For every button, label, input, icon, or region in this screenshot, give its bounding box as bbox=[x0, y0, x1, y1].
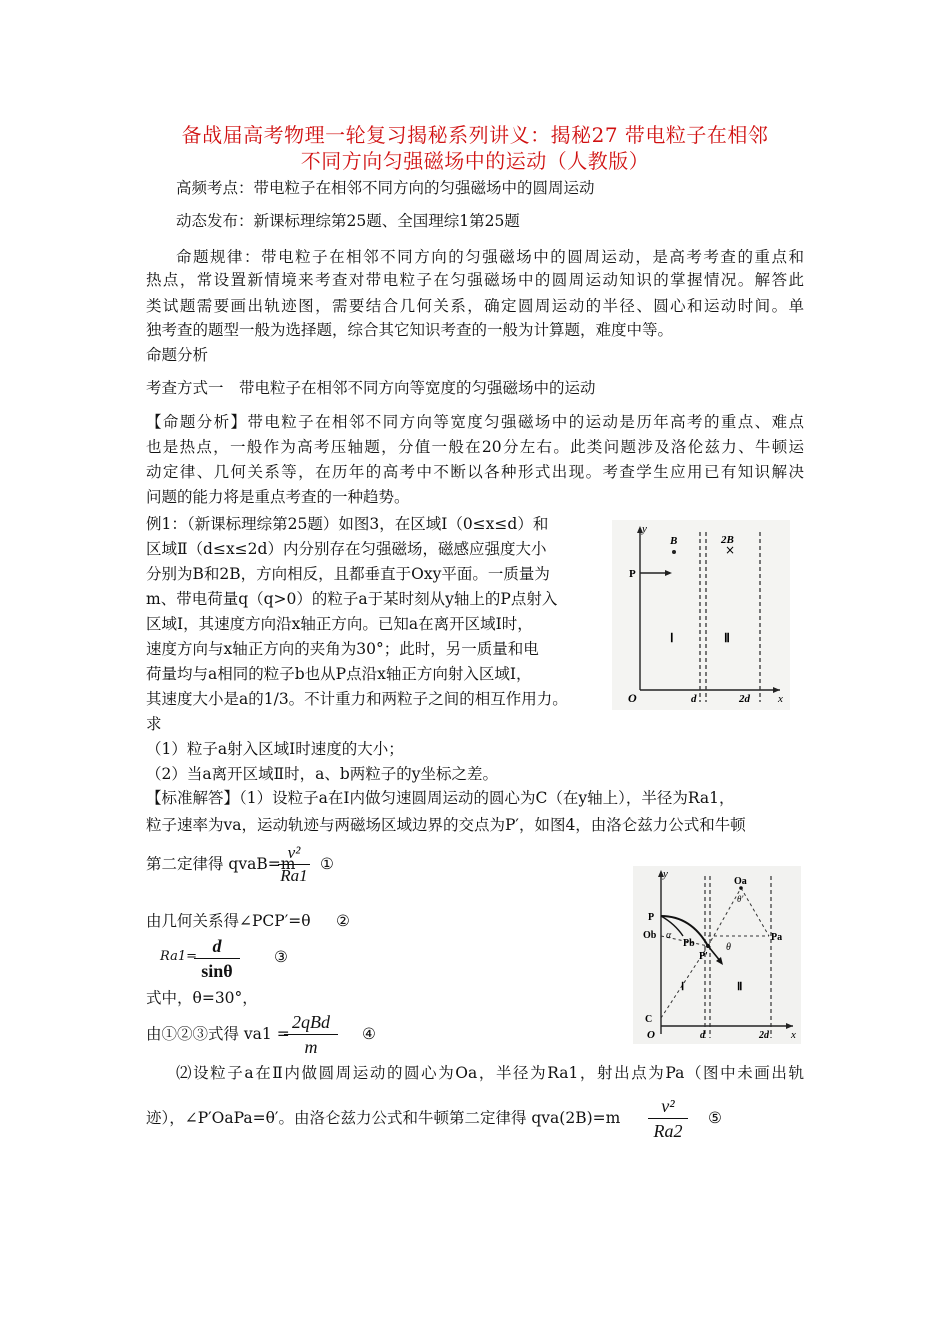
example-line-3: 分别为B和2B，方向相反，且都垂直于Oxy平面。一质量为 bbox=[146, 565, 550, 583]
rule-line-2: 热点，常设置新情境来考查对带电粒子在匀强磁场中的圆周运动知识的掌握情况。解答此 bbox=[146, 271, 804, 289]
rule-line-1: 命题规律：带电粒子在相邻不同方向的匀强磁场中的圆周运动，是高考考查的重点和 bbox=[176, 248, 804, 266]
figure-4-x-label: x bbox=[791, 1029, 796, 1041]
equation-3-numerator: d bbox=[212, 936, 222, 956]
equation-4-numerator: 2qBd bbox=[292, 1012, 330, 1032]
equation-3-mark: ③ bbox=[274, 948, 288, 966]
equation-4-prefix: 由①②③式得 va1 = bbox=[146, 1025, 290, 1043]
figure-4-pa-label: Pa bbox=[771, 932, 783, 943]
example-line-6: 速度方向与x轴正方向的夹角为30°；此时，另一质量和电 bbox=[146, 640, 539, 658]
equation-2: 由几何关系得∠PCP′=θ bbox=[146, 912, 311, 930]
equation-4-fraction bbox=[284, 1010, 338, 1059]
figure-4-oa-label: Oa bbox=[734, 876, 747, 887]
equation-5-denominator: Ra2 bbox=[653, 1121, 683, 1141]
analysis-line-1: 【命题分析】带电粒子在相邻不同方向等宽度匀强磁场中的运动是历年高考的重点、难点 bbox=[146, 413, 804, 431]
figure-3-region-1: Ⅰ bbox=[670, 631, 674, 645]
equation-2-mark: ② bbox=[336, 912, 350, 930]
figure-4-theta-prime: θ' bbox=[737, 894, 744, 904]
figure-4-c-label: C bbox=[645, 1014, 653, 1025]
equation-3-fraction bbox=[194, 934, 240, 983]
analysis-line-4: 问题的能力将是重点考查的一种趋势。 bbox=[146, 488, 410, 506]
rule-line-3: 类试题需要画出轨迹图，需要结合几何关系，确定圆周运动的半径、圆心和运动时间。单 bbox=[146, 297, 804, 315]
figure-4-y-label: y bbox=[663, 868, 668, 880]
answer-line-2: 粒子速率为va，运动轨迹与两磁场区域边界的交点为P′，如图4，由洛仑兹力公式和牛顿 bbox=[146, 816, 746, 834]
figure-3-region-2: Ⅱ bbox=[724, 631, 730, 645]
equation-5-fraction bbox=[648, 1094, 688, 1143]
example-line-1: 例1：（新课标理综第25题）如图3，在区域Ⅰ（0≤x≤d）和 bbox=[146, 515, 549, 533]
example-line-9: 求 bbox=[146, 715, 162, 733]
figure-3-p-label: P bbox=[629, 568, 636, 580]
equation-4-denominator: m bbox=[304, 1037, 318, 1057]
example-line-7: 荷量均与a相同的粒子b也从P点沿x轴正方向射入区域Ⅰ， bbox=[146, 665, 532, 683]
frequent-point: 高频考点：带电粒子在相邻不同方向的匀强磁场中的圆周运动 bbox=[176, 179, 595, 197]
figure-3-2d-label: 2d bbox=[739, 693, 750, 705]
figure-3-d-label: d bbox=[691, 693, 697, 705]
example-line-4: m、带电荷量q（q>0）的粒子a于某时刻从y轴上的P点射入 bbox=[146, 590, 558, 608]
figure-3-b-label: B bbox=[670, 535, 678, 547]
figure-4-d-label: d bbox=[700, 1030, 705, 1041]
example-line-5: 区域Ⅰ，其速度方向沿x轴正方向。已知a在离开区域Ⅰ时， bbox=[146, 615, 533, 633]
method-one: 考查方式一 带电粒子在相邻不同方向等宽度的匀强磁场中的运动 bbox=[146, 379, 596, 397]
question-2: （2）当a离开区域Ⅱ时，a、b两粒子的y坐标之差。 bbox=[146, 765, 499, 783]
title-line-1: 备战届高考物理一轮复习揭秘系列讲义：揭秘27 带电粒子在相邻 bbox=[181, 123, 769, 147]
equation-5-mark: ⑤ bbox=[708, 1109, 722, 1127]
release-info: 动态发布：新课标理综第25题、全国理综1第25题 bbox=[176, 212, 520, 230]
figure-4 bbox=[633, 866, 801, 1044]
figure-4-pprime-label: P' bbox=[699, 951, 708, 962]
figure-3-y-label: y bbox=[642, 523, 647, 535]
figure-4-pb-label: Pb bbox=[683, 938, 695, 949]
figure-4-region-2: Ⅱ bbox=[737, 981, 743, 993]
equation-5-numerator: v² bbox=[661, 1096, 675, 1116]
equation-1-numerator: v² bbox=[287, 843, 301, 862]
figure-3-field-cross: × bbox=[724, 543, 736, 557]
figure-4-origin: O bbox=[647, 1029, 655, 1041]
rule-line-4: 独考查的题型一般为选择题，综合其它知识考查的一般为计算题，难度中等。 bbox=[146, 321, 674, 339]
figure-3-x-label: x bbox=[778, 693, 783, 705]
figure-4-region-1: Ⅰ bbox=[681, 981, 685, 993]
theta-note: 式中，θ=30°， bbox=[146, 989, 258, 1007]
figure-4-theta-label: θ bbox=[726, 942, 731, 953]
figure-3-background bbox=[612, 520, 790, 710]
part-2-line-1: ⑵设粒子a在Ⅱ内做圆周运动的圆心为Oa，半径为Ra1，射出点为Pa（图中未画出轨 bbox=[176, 1064, 804, 1082]
figure-4-background bbox=[633, 866, 801, 1044]
example-line-2: 区域Ⅱ（d≤x≤2d）内分别存在匀强磁场，磁感应强度大小 bbox=[146, 540, 547, 558]
figure-4-point-pprime bbox=[706, 944, 710, 948]
equation-4-mark: ④ bbox=[362, 1025, 376, 1043]
figure-3-2b-label: 2B bbox=[721, 534, 734, 546]
title-line-2: 不同方向匀强磁场中的运动（人教版） bbox=[300, 149, 650, 173]
figure-4-alpha-label: α bbox=[666, 930, 672, 941]
figure-3-field-dot bbox=[672, 550, 676, 554]
figure-3-origin: O bbox=[628, 691, 637, 705]
equation-1-fraction bbox=[278, 842, 310, 887]
figure-3 bbox=[612, 520, 790, 710]
example-line-8: 其速度大小是a的1/3。不计重力和两粒子之间的相互作用力。 bbox=[146, 690, 568, 708]
part-2-line-2: 迹），∠P′OaPa=θ′。由洛仑兹力公式和牛顿第二定律得 qva(2B)=m bbox=[146, 1109, 621, 1127]
section-heading: 命题分析 bbox=[146, 346, 209, 364]
equation-1-prefix: 第二定律得 qvaB=m bbox=[146, 855, 296, 873]
figure-4-p-label: P bbox=[648, 912, 655, 923]
equation-1-mark: ① bbox=[320, 855, 334, 873]
figure-4-2d-label: 2d bbox=[759, 1030, 769, 1041]
answer-line-1: 【标准解答】（1）设粒子a在Ⅰ内做匀速圆周运动的圆心为C（在y轴上），半径为Ra1， bbox=[146, 789, 735, 807]
equation-1-denominator: Ra1 bbox=[280, 866, 308, 885]
figure-4-ob-label: Ob bbox=[643, 930, 657, 941]
equation-3-prefix: Ra1= bbox=[160, 949, 198, 964]
question-1: （1）粒子a射入区域Ⅰ时速度的大小； bbox=[146, 740, 404, 758]
analysis-line-3: 动定律、几何关系等，在历年的高考中不断以各种形式出现。考查学生应用已有知识解决 bbox=[146, 463, 804, 481]
equation-3-denominator: sinθ bbox=[201, 961, 233, 981]
analysis-line-2: 也是热点，一般作为高考压轴题，分值一般在20分左右。此类问题涉及洛伦兹力、牛顿运 bbox=[146, 438, 804, 456]
